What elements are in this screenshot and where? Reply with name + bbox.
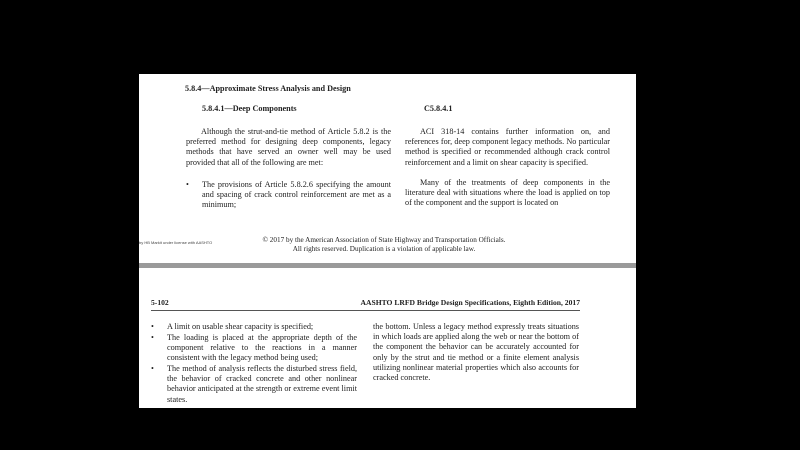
copyright-line-2: All rights reserved. Duplication is a violation of applicable law. xyxy=(292,245,476,253)
document-page-bottom xyxy=(139,268,636,408)
right-paragraph-2: Many of the treatments of deep components in the literature deal with situations where the load is applied on top of the component and the support is located on xyxy=(405,178,610,208)
bottom-bullet-text-2: The loading is placed at the appropriate depth of the component relative to the reactions in a manner consistent with the legacy method being used; xyxy=(167,333,357,363)
left-paragraph: Although the strut-and-tie method of Article 5.8.2 is the preferred method for designing deep components, legacy methods that have served an owner well may be used provided that all of the following are met: xyxy=(186,127,391,167)
right-paragraph-bottom: the bottom. Unless a legacy method expressly treats situations in which loads are applied along the web or near the bottom of the component the behavior can be accurately accounted for only by the strut and tie method or a finite element analysis utilizing nonlinear material properties which also accounts for cracked concrete. xyxy=(373,322,579,383)
license-note: by HB Markit under license with AASHTO xyxy=(139,240,213,245)
bottom-bullet-text-3: The method of analysis reflects the disturbed stress field, the behavior of cracked concrete and other nonlinear behavior anticipated at the strength or extreme event limit states. xyxy=(167,364,357,404)
left-bullet-item xyxy=(186,180,391,214)
commentary-heading: C5.8.4.1 xyxy=(424,104,453,113)
running-title: AASHTO LRFD Bridge Design Specifications, Eighth Edition, 2017 xyxy=(360,298,580,307)
bullet-icon: • xyxy=(186,180,189,189)
copyright-line-1: © 2017 by the American Association of State Highway and Transportation Officials. xyxy=(262,236,506,244)
left-bullet-text: The provisions of Article 5.8.2.6 specifying the amount and spacing of crack control reinforcement are met as a minimum; xyxy=(202,180,391,210)
section-heading: 5.8.4—Approximate Stress Analysis and Design xyxy=(185,84,351,93)
subsection-heading: 5.8.4.1—Deep Components xyxy=(202,104,297,113)
bottom-bullet-item-2 xyxy=(151,333,357,364)
bullet-icon: • xyxy=(151,364,154,373)
page-number: 5-102 xyxy=(151,298,169,307)
bottom-bullet-text-1: A limit on usable shear capacity is specified; xyxy=(167,322,314,331)
right-paragraph-1: ACI 318-14 contains further information on, and references for, deep component legacy methods. No particular method is specified or recommended although crack control reinforcement and a limit on shear capacity is specified. xyxy=(405,127,610,167)
copyright-notice xyxy=(239,236,529,254)
header-rule xyxy=(151,310,580,311)
bullet-icon: • xyxy=(151,322,154,331)
document-page-top xyxy=(139,74,636,264)
bottom-bullet-item-3 xyxy=(151,364,357,408)
bottom-bullet-item-1 xyxy=(151,322,357,333)
bullet-icon: • xyxy=(151,333,154,342)
